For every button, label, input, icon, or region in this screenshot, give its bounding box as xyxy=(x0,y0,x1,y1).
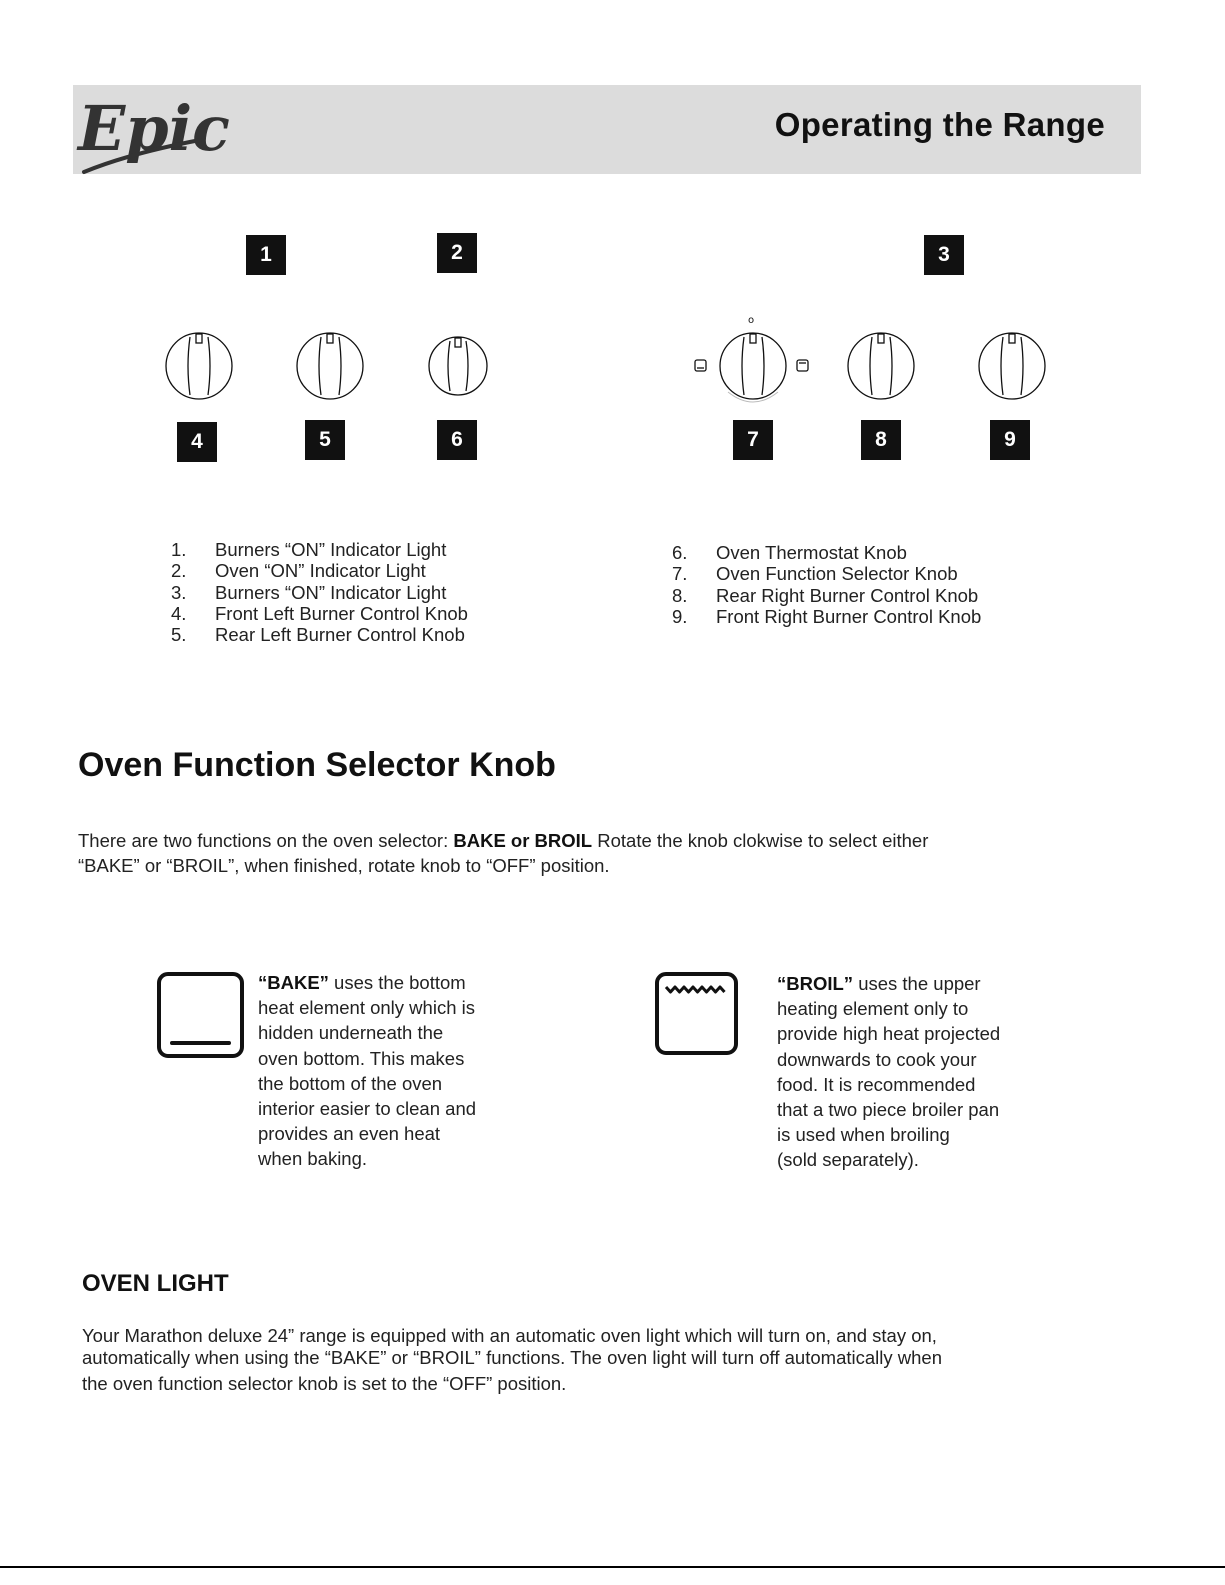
knobs-drawing xyxy=(0,220,1225,480)
control-panel-diagram xyxy=(0,220,1225,480)
callout-badge: 6 xyxy=(437,420,477,460)
broil-element-icon xyxy=(654,971,740,1057)
list-item: 7. Oven Function Selector Knob xyxy=(672,563,958,585)
callout-badge: 4 xyxy=(177,422,217,462)
off-position-label: o xyxy=(748,315,755,326)
callout-badge: 8 xyxy=(861,420,901,460)
list-item: 5. Rear Left Burner Control Knob xyxy=(171,624,465,646)
bake-mini-icon xyxy=(695,360,706,371)
list-item: 9. Front Right Burner Control Knob xyxy=(672,605,982,627)
broil-description: “BROIL” uses the upper heating element only to provide high heat projected downwards to cook your food. It is recommended that a two piece broiler pan is used when broiling (sold separately). xyxy=(777,973,1001,1171)
epic-logo xyxy=(78,88,230,178)
front-left-burner-knob xyxy=(166,333,232,399)
callout-badge: 5 xyxy=(305,420,345,460)
svg-text:Epic: Epic xyxy=(78,92,230,165)
page-bottom-rule xyxy=(0,1566,1225,1568)
list-item: 3. Burners “ON” Indicator Light xyxy=(171,581,447,603)
oven-thermostat-knob xyxy=(429,337,487,395)
callout-badge: 9 xyxy=(990,420,1030,460)
callout-badge: 1 xyxy=(246,235,286,275)
list-item: 4. Front Left Burner Control Knob xyxy=(171,602,468,624)
legend-left xyxy=(171,539,468,645)
list-item: 1. Burners “ON” Indicator Light xyxy=(171,539,447,560)
bake-description: “BAKE” uses the bottom heat element only which is hidden underneath the oven bottom. This makes the bottom of the oven interior easier to clean and provides an even heat when baking. xyxy=(258,972,477,1170)
section-heading: Oven Function Selector Knob xyxy=(78,746,556,784)
oven-function-selector-knob xyxy=(695,333,808,402)
oven-light-paragraph: Your Marathon deluxe 24” range is equipped with an automatic oven light which will turn on, and stay on, automatically when using the “BAKE” or “BROIL” functions. The oven light will turn off automatically when the oven function selector knob is set to the “OFF” position. xyxy=(82,1325,942,1394)
broil-mini-icon xyxy=(797,360,808,371)
list-item: 8. Rear Right Burner Control Knob xyxy=(672,584,979,606)
callout-badge: 2 xyxy=(437,233,477,273)
legend-right xyxy=(672,542,981,627)
rear-left-burner-knob xyxy=(297,333,363,399)
front-right-burner-knob xyxy=(979,333,1045,399)
callout-badge: 3 xyxy=(924,235,964,275)
selector-intro: There are two functions on the oven selector: BAKE or BROIL Rotate the knob clokwise to select either “BAKE” or “BROIL”, when finished, rotate knob to “OFF” position. xyxy=(78,830,929,876)
list-item: 2. Oven “ON” Indicator Light xyxy=(171,560,426,582)
bake-element-icon xyxy=(156,971,246,1059)
list-item: 6. Oven Thermostat Knob xyxy=(672,542,907,563)
rear-right-burner-knob xyxy=(848,333,914,399)
page-title: Operating the Range xyxy=(774,106,1105,143)
callout-badge: 7 xyxy=(733,420,773,460)
oven-light-heading: OVEN LIGHT xyxy=(82,1270,229,1297)
